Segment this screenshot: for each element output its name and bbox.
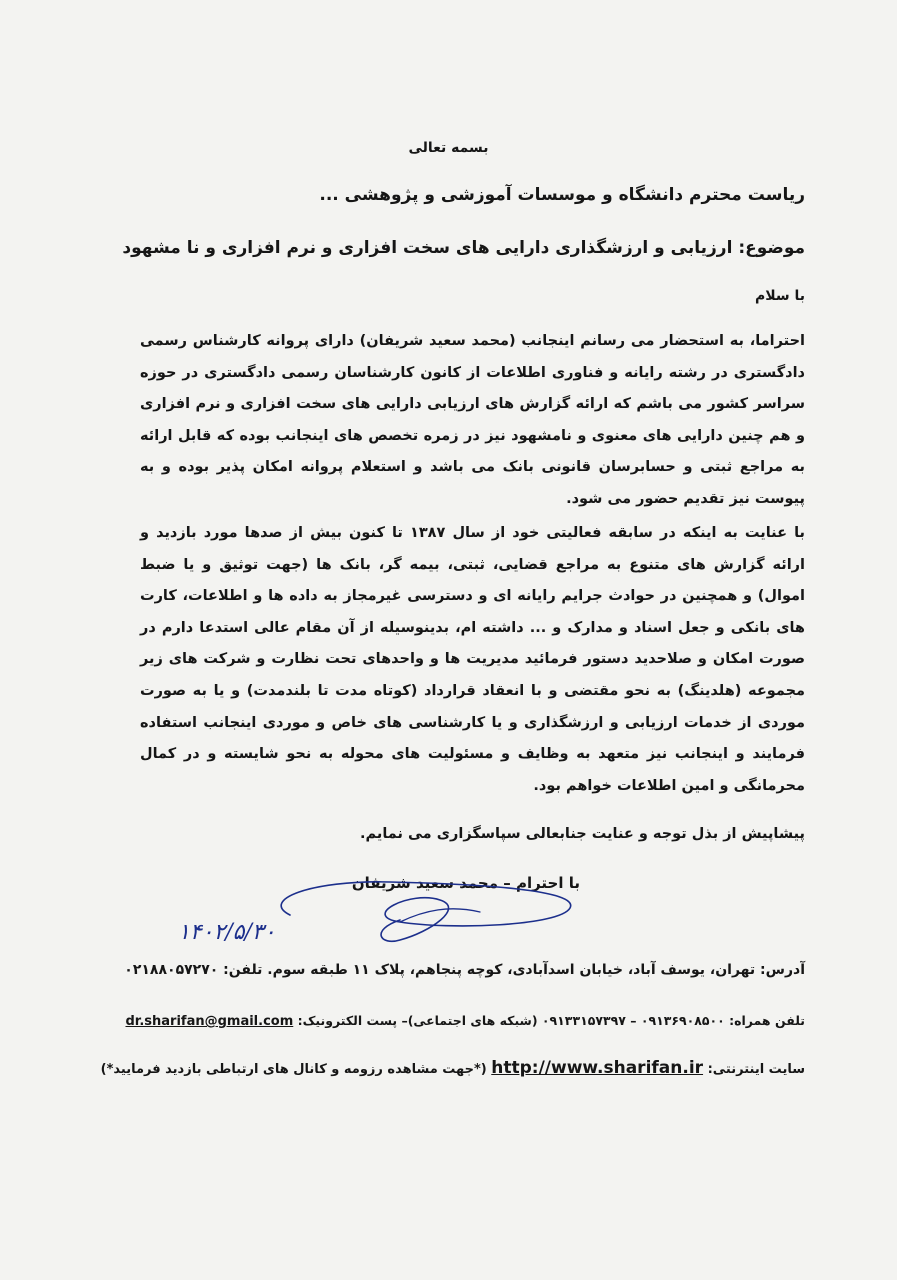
website-line bbox=[101, 1058, 805, 1078]
website-note: (*جهت مشاهده رزومه و کانال های ارتباطی بازدید فرمایید*) bbox=[100, 1062, 487, 1077]
handwritten-date: ۱۴۰۲/۵/۳۰ bbox=[178, 920, 276, 945]
email-link[interactable]: dr.sharifan@gmail.com bbox=[125, 1014, 294, 1029]
subject-line: موضوع: ارزیابی و ارزشگذاری دارایی های سخت افزاری و نرم افزاری و نا مشهود bbox=[122, 238, 805, 258]
phones-text: تلفن همراه: ۰۹۱۳۶۹۰۸۵۰۰ – ۰۹۱۳۳۱۵۷۳۹۷ (شبکه های اجتماعی)– پست الکترونیک: bbox=[297, 1013, 805, 1028]
closing-signature-line: با احترام – محمد سعید شریفان bbox=[351, 874, 580, 892]
address-line: آدرس: تهران، یوسف آباد، خیابان اسدآبادی، کوچه پنجاهم، پلاک ۱۱ طبقه سوم. تلفن: ۰۲۱۸۸۰۵۷۲۷۰ bbox=[124, 962, 805, 978]
body-paragraph-1: احتراما، به استحضار می رسانم اینجانب (محمد سعید شریفان) دارای پروانه کارشناس رسمی دادگستری در رشته رایانه و فناوری اطلاعات از کانون کارشناسان رسمی دادگستری در حوزه سراسر کشور می باشم که ارائه گزارش های ارزیابی دارایی های سخت افزاری و نرم افزاری و هم چنین دارایی های معنوی و نامشهود نیز در زمره تخصص های اینجانب بوده که قابل ارائه به مراجع ثبتی و حسابرسان قانونی بانک می باشد و استعلام پروانه امکان پذیر بوده و به پیوست نیز تقدیم حضور می شود. bbox=[140, 333, 805, 507]
body-paragraph-2: با عنایت به اینکه در سابقه فعالیتی خود از سال ۱۳۸۷ تا کنون بیش از صدها مورد بازدید و ارائه گزارش های متنوع به مراجع قضایی، ثبتی، بیمه گر، بانک ها (جهت توثیق و یا ضبط اموال) و همچنین در حوادث جرایم رایانه ای و دسترسی غیرمجاز به داده ها و اطلاعات، کارت های بانکی و جعل اسناد و مدارک و ... داشته ام، بدینوسیله از آن مقام عالی استدعا دارم در صورت امکان و صلاحدید دستور فرمائید مدیریت ها و واحدهای تحت نظارت و شرکت های زیر مجموعه (هلدینگ) به نحو مقتضی و با انعقاد قرارداد (کوتاه مدت تا بلندمدت) و یا به صورت موردی از خدمات ارزیابی و ارزشگذاری و یا کارشناسی های خاص و موردی اینجانب استفاده فرمایند و اینجانب نیز متعهد به وظایف و مسئولیت های محوله به نحو شایسته و در کمال محرمانگی و امین اطلاعات خواهم بود. bbox=[140, 525, 805, 794]
website-label: سایت اینترنتی: bbox=[707, 1062, 805, 1077]
handwritten-signature bbox=[250, 860, 610, 950]
letter-header: بسمه تعالی bbox=[408, 140, 489, 156]
body-paragraph-3: پیشاپیش از بذل توجه و عنایت جنابعالی سپاسگزاری می نمایم. bbox=[360, 826, 805, 842]
phones-line bbox=[125, 1013, 805, 1029]
website-link[interactable]: http://www.sharifan.ir bbox=[491, 1058, 704, 1078]
salutation: با سلام bbox=[754, 288, 805, 304]
recipient-line: ریاست محترم دانشگاه و موسسات آموزشی و پژوهشی ... bbox=[319, 185, 805, 205]
